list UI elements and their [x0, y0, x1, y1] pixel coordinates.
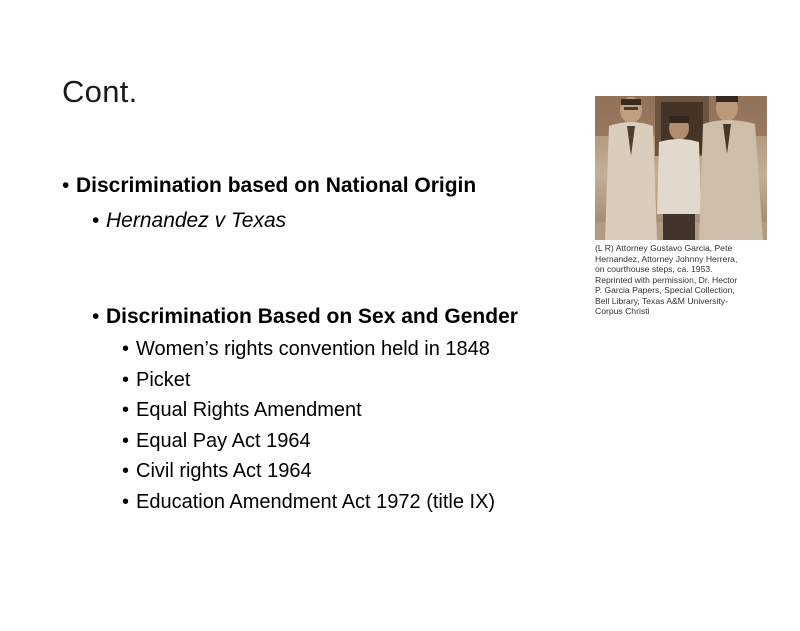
list-item [122, 369, 190, 392]
list-item-text: Picket [136, 369, 191, 391]
bullet-hernandez-case [92, 209, 286, 233]
caption-line: Bell Library, Texas A&M University- [595, 295, 728, 306]
list-item-text: Equal Pay Act 1964 [136, 430, 311, 452]
sex-gender-heading: Discrimination Based on Sex and Gender [106, 305, 518, 328]
bullet-glyph: • [92, 305, 100, 328]
caption-line: Hernandez, Attorney Johnny Herrera, [595, 253, 738, 264]
bullet-sex-gender [92, 305, 518, 329]
historical-photo [595, 96, 767, 240]
national-origin-heading: Discrimination based on National Origin [76, 174, 477, 197]
slide-title: Cont. [62, 74, 138, 109]
list-item-text: Women’s rights convention held in 1848 [136, 338, 490, 360]
bullet-national-origin [62, 174, 476, 198]
bullet-glyph: • [122, 430, 130, 452]
caption-line: Reprinted with permission, Dr. Hector [595, 274, 738, 285]
bullet-glyph: • [122, 491, 130, 513]
list-item [122, 338, 490, 361]
caption-line: P. Garcia Papers, Special Collection, [595, 285, 735, 295]
list-item [122, 460, 312, 483]
bullet-glyph: • [92, 209, 100, 232]
list-item [122, 430, 311, 453]
list-item [122, 491, 495, 514]
caption-line: on courthouse steps, ca. 1953. [595, 264, 713, 274]
bullet-glyph: • [62, 174, 70, 197]
list-item-text: Equal Rights Amendment [136, 399, 362, 421]
bullet-glyph: • [122, 460, 130, 482]
caption-line: (L R) Attorney Gustavo Garcia, Pete [595, 243, 733, 253]
photo-caption [595, 243, 770, 317]
bullet-glyph: • [122, 338, 130, 360]
caption-line: Corpus Christi [595, 306, 650, 316]
list-item-text: Civil rights Act 1964 [136, 460, 312, 482]
hernandez-case-text: Hernandez v Texas [106, 209, 287, 232]
list-item-text: Education Amendment Act 1972 (title IX) [136, 491, 496, 513]
list-item [122, 399, 362, 422]
bullet-glyph: • [122, 399, 130, 421]
bullet-glyph: • [122, 369, 130, 391]
